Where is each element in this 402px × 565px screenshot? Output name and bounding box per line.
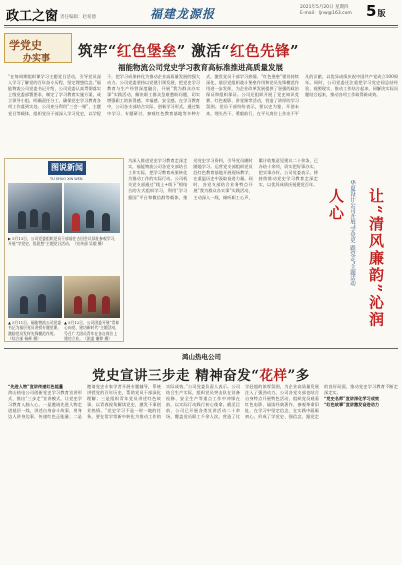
hl-red: 红色堡垒 [116,43,177,60]
section-heading: “先进人物”宣讲传递红色能量 [8,384,64,389]
figure [72,213,80,231]
story2-text: 鸿山热电公司创新党史学习教育宣讲形式，推出“三步走”宣讲模式，让党史学习教育入脑入心。一是邀请先进人物走进基层一线，讲述自身奋斗故事，用身边人讲身边事，传递红色正能量；二是邀请党史专家学者开展专题辅导，系统讲授党的百年历史，帮助党员干部深化理解；三是组织青年党员讲述红色故事，以青春视角解读党史，激发干事创业热情。“党史学习不是一时一地的任务，要在常学常新中转化为推动工作的实际成效。”公司党委负责人表示。公司结合生产实际，组织党员突击队在设备检修、安全生产等重点工作中冲锋在前，以实际行动践行初心使命。截至目前，公司已开展各类宣讲活动二十余场，覆盖党员职工千余人次，营造了比学赶超的浓厚氛围，为企业高质量发展注入了强劲动力。公司各党支部也结合自身特点开展特色活动，组织党员观看红色电影、诵读经典著作、参观革命旧址，在学习中坚定信念，在实践中砥砺初心，形成了学党史、强信念、跟党走的良好局面，推动党史学习教育不断走深走实。 [8,384,398,420]
figure [102,296,110,314]
news-photo [64,183,120,233]
figure [86,210,94,228]
news-photo [64,276,120,318]
figure [38,294,46,312]
hl-red: 红色先锋 [230,43,291,60]
page-num: 5 [366,2,377,20]
photo-caption: ▲ 5月11日，福能物流公司党委书记为基层党员讲授专题党课，激励党员发挥先锋模范作用。（综合部 杨辉 摄） [8,320,62,342]
hl-part: ”多 [287,368,310,384]
figure [42,212,50,230]
page-number [366,2,385,20]
title-a: 图说 [51,163,67,172]
section-divider [4,348,398,349]
header-rule-thin [4,27,398,28]
header-rule [4,25,398,26]
figure [102,213,110,231]
badge-title: 学党史 [9,39,42,52]
photo-caption: ▲ 5月12日，公司团委开展“青春心向党、建功新时代”主题活动，号召广大团员青年在各自岗位上建功立业。（团委 谢婷 摄） [64,320,120,342]
photo-news-sub: TU SHUO XIN WEN [50,177,83,181]
page-unit: 版 [377,9,386,18]
sidebar-title: 让“清风廉韵”沁润人心 [327,188,385,329]
figure [74,296,82,314]
hl-part: ” 激活“ [176,43,231,60]
figure [88,294,96,312]
story1-body: “在每周期组织课学习主题党日活动，引导党员深入学习了解党的百年奋斗历程，坚定理想信念。”福能物流公司党委书记介绍，公司党委认真贯彻落实上级党委部署要求，制定了学习教育实施方案，成立领导小组，明确责任分工，确保党史学习教育各项工作落到实处。公司充分利用“三会一课”、主题党日等载体，组织党员干部深入学习党史，以学促干，把学习成果转化为推动企业高质量发展的强大动力。公司党委坚持以党建引领发展，把党史学习教育与生产经营深度融合，开展“我为群众办实事”实践活动，解决职工群众急难愁盼问题，切实增强职工的获得感、幸福感、安全感。在学习教育中，公司各支部结合实际，创新学习形式，通过集中学习、专题研讨、参观红色教育基地等多种方式，激发党员干部学习热情。“红色堡垒”建设持续深化，基层党组织战斗堡垒作用和党员先锋模范作用进一步发挥，为企业改革发展提供了坚强的政治保证和组织保证。公司还组织开展了党史知识竞赛、红色观影、讲党课等活动，营造了浓厚的学习氛围。党员干部纷纷表示，要以史为鉴、开创未来，埋头苦干、勇毅前行，在平凡岗位上作出不平凡的贡献，以优异成绩庆祝中国共产党成立100周年。同时，公司党委还注重把学习党史同总结经验、观照现实、推动工作结合起来，同解决实际问题结合起来，推动各项工作取得新成效。 [8,74,398,116]
story2-kicker: 鸿山热电公司 [182,353,221,361]
news-photo [8,276,62,318]
story2-headline [92,364,310,384]
issue-date [300,5,352,17]
section-heading: “党史名师”宣讲深化学习成效 [324,396,380,402]
editor-line: 责任编辑：赵希德 [60,15,96,20]
paper-name: 福建龙源报 [150,7,216,21]
sidebar-sub: 华夏设计公司开展“学党史 跟党走”主题活动 [349,180,355,287]
figure [20,296,28,314]
story2-body [8,384,398,560]
badge-sub: 办实事 [23,54,51,64]
news-photo [8,183,62,233]
date-line: 2021年5月20日 星期四 [300,5,349,10]
story1-headline [78,40,299,61]
email-line: E-mail：ljnw@163.com [300,11,352,16]
hl-part: 筑牢“ [78,43,117,60]
column-name: 政工之窗 [6,9,59,24]
column-badge [4,33,72,63]
hl-part: ” [290,43,299,60]
figure [30,209,38,227]
figure [18,211,26,229]
photo-caption: ▶ 5月13日，公司党委组织党员干部前往古田会议旧址参观学习，开展“学党史、悟思想”主题党日活动。（宣传部 吴毅 摄） [8,236,119,247]
title-b: 新闻 [67,163,83,172]
story-mid-body: 为深入推进党史学习教育走深走实，福能物流公司各党支部结合工作实际，把学习教育成果转化为推动工作的实际行动。公司机关党支部通过“线上+线下”相结合的方式组织学习，利用“学习强国”平台和微信群等载体，推送党史学习资料，引导党员随时随地学习。运营党支部组织党员赴红色教育基地开展现场教学，在重温历史中汲取奋进力量。同时，各党支部结合业务特点开展“我为群众办实事”实践活动，主动深入一线，倾听职工心声，累计收集意见建议二十余条，已办结十余项，切实把好事办实、把实事办好。公司党委表示，将持续推动党史学习教育走深走实，以优异成绩庆祝建党百年。 [128,158,318,200]
photo-news-title [48,161,86,175]
story1-subhead: 福能物流公司党史学习教育高标准推进高质量发展 [118,63,283,72]
masthead [0,0,402,30]
hl-part: 党史宣讲三步走 精神奋发“ [92,368,260,384]
hl-red: 花样 [259,368,288,384]
section-heading: “红色故事”宣讲激发奋进动力 [324,402,380,408]
